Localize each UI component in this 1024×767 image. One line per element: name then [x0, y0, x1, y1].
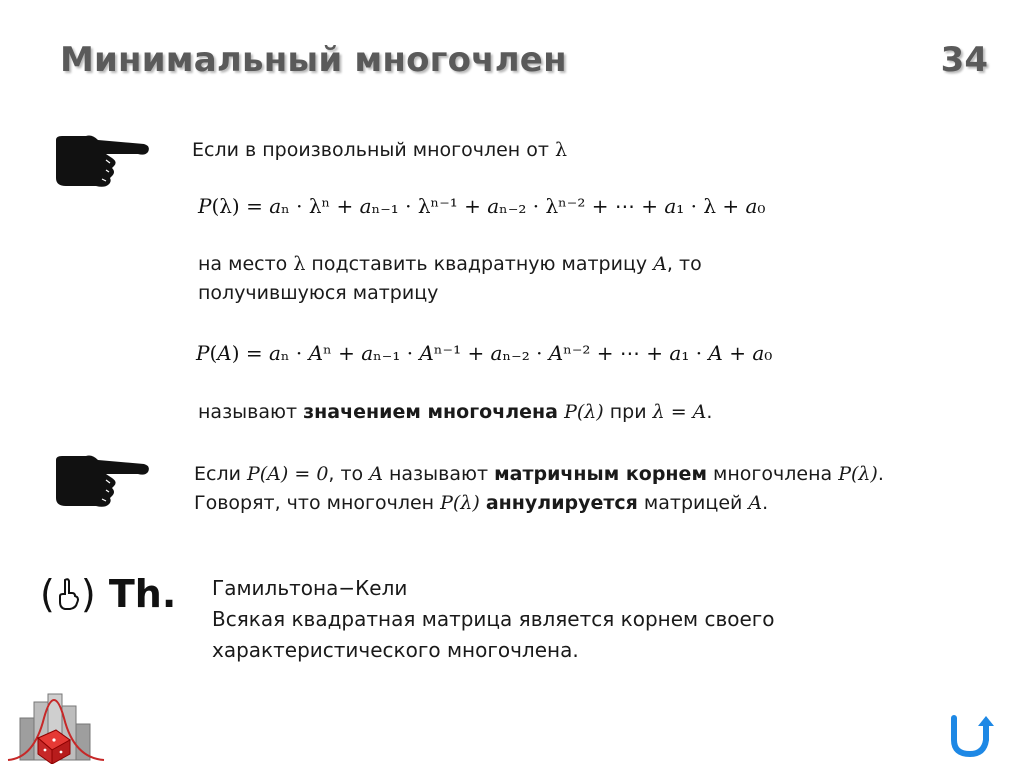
substitute-b: подставить квадратную матрицу — [305, 253, 654, 275]
substitute-text — [198, 250, 702, 308]
formula-p-A: 𝑃(𝐴) = 𝑎ₙ · 𝐴ⁿ + 𝑎ₙ₋₁ · 𝐴ⁿ⁻¹ + 𝑎ₙ₋₂ · 𝐴ⁿ⁻² + ⋯ + 𝑎₁ · 𝐴 + 𝑎₀ — [196, 341, 773, 365]
lambda-symbol: λ — [555, 139, 568, 161]
root-l1-P: 𝑃(λ) — [838, 463, 878, 485]
theorem-line2: характеристического многочлена. — [212, 638, 579, 662]
root-l2-P: 𝑃(λ) — [440, 492, 480, 514]
root-l2-a: Говорят, что многочлен — [194, 492, 441, 514]
intro-label: Если в произвольный многочлен от — [192, 139, 555, 161]
substitute-a: на место — [198, 253, 294, 275]
called-eq: λ = 𝐴 — [652, 401, 707, 423]
pointing-hand-icon — [52, 132, 152, 190]
theorem-line1: Всякая квадратная матрица является корнем своего — [212, 607, 775, 631]
root-l1-b: , то — [328, 463, 370, 485]
substitute-lambda: λ — [293, 253, 306, 275]
root-l1-eq: 𝑃(𝐴) = 0 — [246, 463, 329, 485]
substitute-c: , то — [666, 253, 702, 275]
raised-finger-icon — [55, 577, 81, 611]
called-bold: значением многочлена — [303, 401, 559, 423]
root-l2-c: матрицей — [637, 492, 749, 514]
called-a: называют — [198, 401, 304, 423]
page-title: Минимальный многочлен — [60, 40, 567, 80]
dice-bell-curve-logo — [4, 688, 108, 767]
theorem-label: ( ) Th. — [40, 572, 177, 616]
root-l1-a: Если — [194, 463, 247, 485]
return-arrow-icon[interactable] — [944, 712, 998, 763]
theorem-label-text: Th. — [108, 572, 177, 616]
root-l2-A: 𝐴 — [748, 492, 763, 514]
called-P: 𝑃(λ) — [564, 401, 604, 423]
formula-p-lambda: 𝑃(λ) = 𝑎ₙ · λⁿ + 𝑎ₙ₋₁ · λⁿ⁻¹ + 𝑎ₙ₋₂ · λⁿ⁻² + ⋯ + 𝑎₁ · λ + 𝑎₀ — [198, 194, 766, 218]
pointing-hand-icon — [52, 452, 152, 510]
intro-text — [192, 136, 567, 165]
substitute-line2: получившуюся матрицу — [198, 282, 439, 304]
root-l2-d: . — [762, 492, 769, 514]
root-l1-d: многочлена — [706, 463, 839, 485]
root-l1-e: . — [877, 463, 884, 485]
theorem-text — [212, 573, 775, 666]
root-text — [194, 460, 884, 518]
root-l1-A: 𝐴 — [369, 463, 383, 485]
called-c: при — [603, 401, 653, 423]
called-text — [198, 398, 712, 427]
theorem-name: Гамильтона−Кели — [212, 576, 408, 600]
substitute-A: 𝐴 — [653, 253, 667, 275]
page-number: 34 — [940, 40, 988, 80]
root-l1-c: называют — [382, 463, 495, 485]
called-d: . — [706, 401, 713, 423]
root-l2-bold: аннулируется — [485, 492, 638, 514]
root-l1-bold: матричным корнем — [494, 463, 707, 485]
